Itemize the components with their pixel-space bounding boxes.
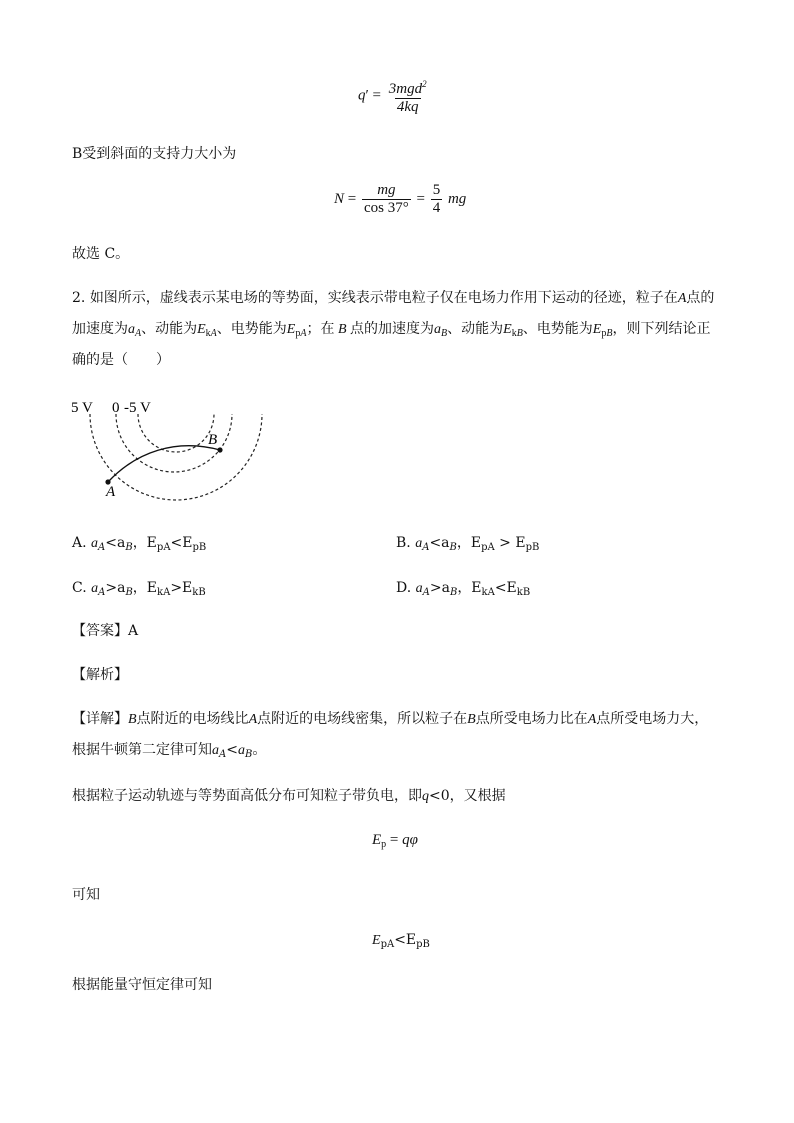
- known-line: 可知: [72, 887, 100, 903]
- detail-line-1: 【详解】B点附近的电场线比A点附近的电场线密集，所以粒子在B点所受电场力比在A点所受电场力大，: [72, 711, 709, 727]
- label-0v: 0: [112, 400, 120, 416]
- formula-n: N = $\frac{mg}{\cos 37^\circ}$ = $\frac{5}{4}$ mg: [334, 182, 467, 216]
- support-force-line: B受到斜面的支持力大小为: [72, 146, 237, 162]
- point-b-dot: [217, 447, 222, 452]
- label-5v: 5 V: [71, 400, 93, 416]
- answer-value: A: [128, 623, 139, 639]
- point-b-label: B: [208, 432, 218, 448]
- answer-label: 【答案】: [72, 623, 128, 639]
- option-d[interactable]: D. $a_A>a_B$，$E_{kA}<E_{kB}$: [396, 580, 531, 598]
- formula-ep: $E_p = q\varphi$: [372, 832, 418, 850]
- option-b[interactable]: B. $a_A<a_B$，$E_{pA} > E_{pB}$: [396, 535, 540, 553]
- label-minus-5v: -5 V: [124, 400, 151, 416]
- detail-line-2: 根据牛顿第二定律可知$a_A<a_B$。: [72, 742, 267, 760]
- detail-line-3: 根据粒子运动轨迹与等势面高低分布可知粒子带负电，即q<0，又根据: [72, 788, 506, 804]
- answer-line: [72, 621, 138, 641]
- question-line-3: 确的是（ ）: [72, 352, 170, 368]
- option-c[interactable]: C. $a_A>a_B$，$E_{kA}>E_{kB}$: [72, 580, 206, 598]
- question-line-1: 2. 如图所示，虚线表示某电场的等势面，实线表示带电粒子仅在电场力作用下运动的径迹，粒子在A点的: [72, 290, 715, 306]
- formula-q-prime: q′ = $\frac{3mgd^2}{4kq}$: [358, 79, 427, 115]
- choose-c-line: 故选 C。: [72, 246, 130, 262]
- point-a-label: A: [106, 484, 116, 500]
- equipotential-5v: [90, 414, 262, 500]
- analysis-label: 【解析】: [72, 667, 128, 683]
- equipotential-figure: [66, 392, 276, 504]
- formula-ineq: $E_{pA}<E_{pB}$: [372, 932, 430, 950]
- question-line-2: 加速度为$a_A$、动能为$E_{kA}$、电势能为$E_{pA}$；在 B 点的加速度为$a_B$、动能为$E_{kB}$、电势能为$E_{pB}$，则下列结论正: [72, 321, 711, 339]
- energy-line: 根据能量守恒定律可知: [72, 977, 212, 993]
- option-a[interactable]: A. $a_A<a_B$，$E_{pA}<E_{pB}$: [72, 535, 207, 553]
